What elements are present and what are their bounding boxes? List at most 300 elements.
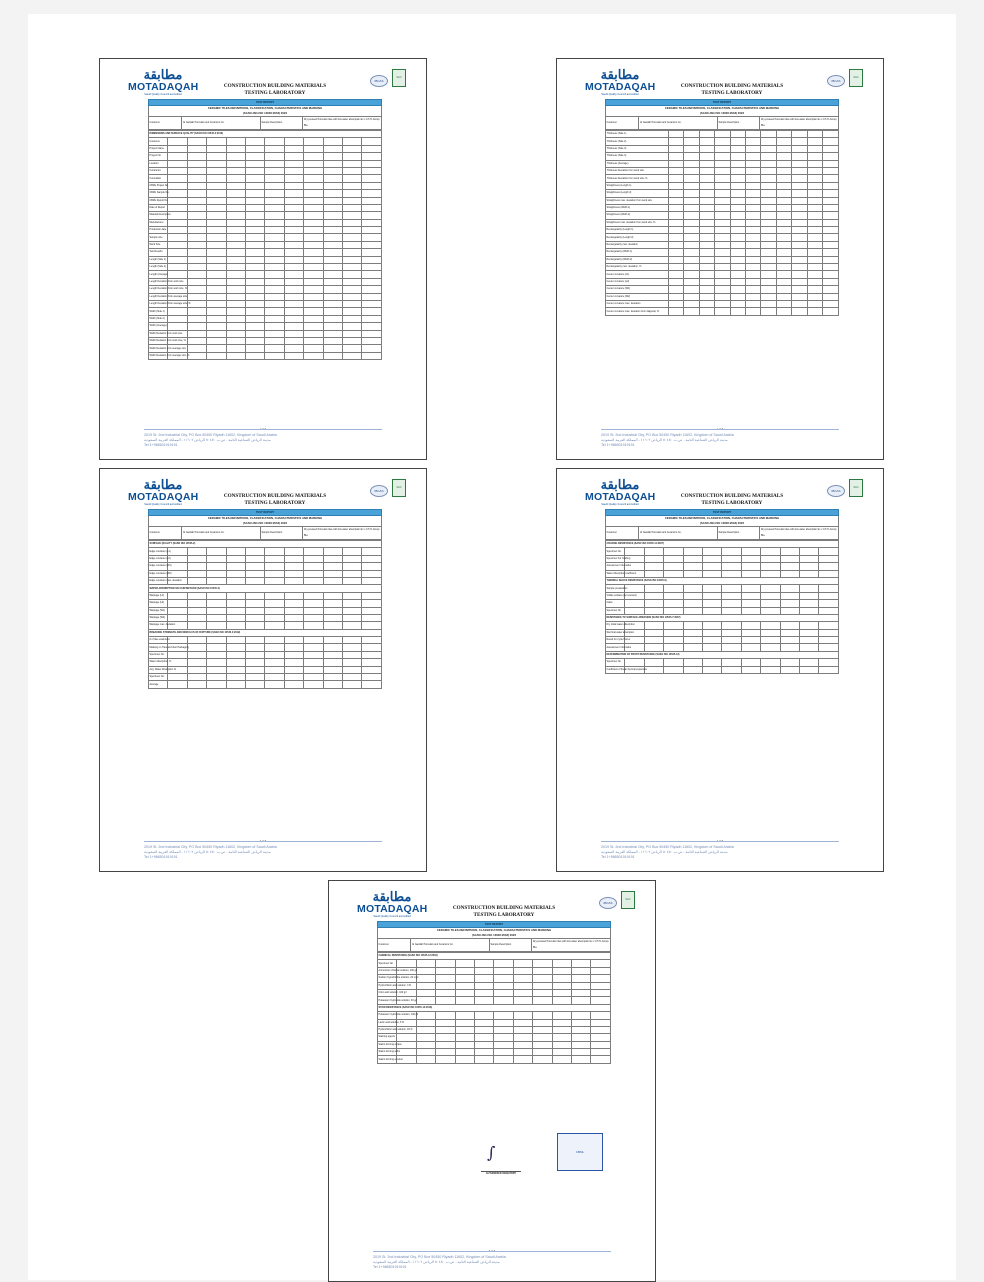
table-row [606, 659, 839, 666]
table-cell [265, 138, 284, 145]
table-cell [436, 997, 455, 1004]
report-page-3[interactable] [99, 468, 427, 872]
row-label: Width Deviation from work size [149, 330, 168, 337]
table-cell [703, 607, 722, 614]
row-label: Center curvature max. deviation [606, 300, 669, 307]
table-cell [475, 975, 494, 982]
table-row [606, 145, 839, 152]
document-viewer-canvas [28, 14, 956, 1280]
table-cell [644, 629, 663, 636]
table-cell [284, 278, 303, 285]
table-cell [715, 138, 730, 145]
table-cell [343, 330, 362, 337]
table-row [149, 666, 382, 673]
table-cell [819, 592, 839, 599]
table-cell [823, 241, 839, 248]
section-header [149, 131, 382, 138]
table-cell [776, 153, 791, 160]
table-cell [226, 563, 245, 570]
table-cell [304, 607, 323, 614]
row-label: Rectangularity (Length 2) [606, 234, 669, 241]
table-cell [746, 190, 761, 197]
row-label: Test Results [149, 249, 168, 256]
table-cell [703, 637, 722, 644]
table-cell [819, 607, 839, 614]
table-cell [265, 293, 284, 300]
table-row [606, 204, 839, 211]
report-page-1[interactable] [99, 58, 427, 460]
motadaqah-logo: مطابقة MOTADAQAH Saudi Quality Council accredited [357, 890, 428, 918]
table-cell [776, 278, 791, 285]
table-cell [284, 249, 303, 256]
row-label: Thickness (Side 1) [606, 131, 669, 138]
table-cell [722, 637, 741, 644]
table-cell [187, 308, 206, 315]
table-cell [513, 1056, 532, 1063]
table-cell [684, 138, 699, 145]
table-cell [668, 278, 683, 285]
table-cell [323, 352, 342, 359]
table-cell [343, 204, 362, 211]
table-cell [226, 160, 245, 167]
table-cell [819, 585, 839, 592]
table-cell [807, 219, 822, 226]
table-cell [226, 555, 245, 562]
table-cell [284, 607, 303, 614]
table-cell [776, 197, 791, 204]
table-cell [416, 1056, 435, 1063]
table-cell [455, 1012, 474, 1019]
table-cell [591, 1049, 611, 1056]
table-cell [475, 982, 494, 989]
table-cell [715, 153, 730, 160]
table-row [149, 153, 382, 160]
table-row [606, 293, 839, 300]
table-cell [265, 563, 284, 570]
table-cell [591, 989, 611, 996]
table-cell [323, 659, 342, 666]
table-cell [284, 315, 303, 322]
table-cell [703, 659, 722, 666]
table-cell [730, 234, 745, 241]
table-row [149, 577, 382, 584]
table-cell [475, 997, 494, 1004]
table-cell [207, 182, 226, 189]
table-cell [323, 227, 342, 234]
table-cell [246, 249, 265, 256]
table-cell [168, 614, 187, 621]
accreditation-badge: IBCAS [370, 75, 388, 87]
row-label: Rectangularity max. deviation, % [606, 264, 669, 271]
table-cell [246, 308, 265, 315]
table-cell [668, 234, 683, 241]
table-cell [699, 212, 714, 219]
table-cell [776, 271, 791, 278]
table-cell [475, 960, 494, 967]
table-cell [187, 345, 206, 352]
table-cell [323, 153, 342, 160]
table-cell [265, 182, 284, 189]
table-cell [246, 577, 265, 584]
table-cell [730, 271, 745, 278]
table-cell [265, 167, 284, 174]
table-cell [207, 651, 226, 658]
row-label: Thickness (Side 4) [606, 153, 669, 160]
table-cell [362, 190, 382, 197]
table-cell [513, 1026, 532, 1033]
table-cell [304, 674, 323, 681]
table-cell [323, 204, 342, 211]
table-cell [226, 256, 245, 263]
table-cell [494, 967, 513, 974]
table-cell [761, 555, 780, 562]
table-cell [362, 659, 382, 666]
table-cell [533, 1056, 552, 1063]
table-cell [792, 212, 807, 219]
table-cell [823, 264, 839, 271]
table-cell [362, 300, 382, 307]
table-cell [807, 197, 822, 204]
table-cell [304, 323, 323, 330]
section-header [149, 585, 382, 592]
table-cell [823, 256, 839, 263]
table-cell [343, 212, 362, 219]
table-cell [683, 629, 702, 636]
accreditation-badge: IBCAS [599, 897, 617, 909]
header-cell: Customer [149, 527, 182, 540]
table-row [149, 315, 382, 322]
table-cell [823, 308, 839, 315]
table-cell [715, 293, 730, 300]
table-cell [343, 286, 362, 293]
motadaqah-logo: مطابقة MOTADAQAH Saudi Quality Council accredited [128, 478, 199, 506]
row-label: Specimen No. [378, 960, 397, 967]
table-cell [187, 659, 206, 666]
row-label: Wet final water absorption [606, 629, 625, 636]
table-cell [664, 637, 683, 644]
table-cell [664, 659, 683, 666]
table-cell [362, 167, 382, 174]
table-cell [362, 219, 382, 226]
table-cell [475, 967, 494, 974]
table-cell [494, 1012, 513, 1019]
table-cell [226, 315, 245, 322]
table-cell [494, 1026, 513, 1033]
table-cell [761, 204, 776, 211]
table-row [149, 234, 382, 241]
table-row [149, 600, 382, 607]
table-cell [436, 1026, 455, 1033]
table-row [378, 997, 611, 1004]
table-cell [715, 264, 730, 271]
table-cell [226, 570, 245, 577]
table-cell [343, 278, 362, 285]
table-cell [343, 577, 362, 584]
table-cell [246, 323, 265, 330]
table-cell [343, 197, 362, 204]
section-header [606, 614, 839, 621]
table-cell [284, 644, 303, 651]
table-cell [741, 644, 760, 651]
table-cell [265, 614, 284, 621]
table-cell [494, 1034, 513, 1041]
table-cell [187, 190, 206, 197]
table-cell [323, 167, 342, 174]
table-cell [168, 264, 187, 271]
table-cell [323, 666, 342, 673]
row-label: Work Size [149, 241, 168, 248]
report-page-5[interactable] [328, 880, 656, 1282]
table-cell [343, 659, 362, 666]
table-cell [362, 278, 382, 285]
row-label: Warpage (L1) [149, 592, 168, 599]
table-cell [780, 644, 799, 651]
table-cell [730, 160, 745, 167]
table-cell [323, 315, 342, 322]
table-cell [572, 989, 591, 996]
row-label: Stains forming a film [378, 1049, 397, 1056]
row-label: Edge curvature max. deviation [149, 577, 168, 584]
table-cell [625, 607, 644, 614]
table-cell [187, 249, 206, 256]
table-cell [513, 1019, 532, 1026]
table-cell [187, 607, 206, 614]
row-label: Marking on Tiles and their Packaging [149, 644, 168, 651]
table-cell [668, 227, 683, 234]
table-row [149, 241, 382, 248]
report-page-4[interactable] [556, 468, 884, 872]
table-cell [323, 219, 342, 226]
table-cell [668, 182, 683, 189]
table-cell [265, 249, 284, 256]
table-cell [168, 175, 187, 182]
table-cell [207, 681, 226, 688]
report-header-table [148, 526, 382, 540]
row-label: Length (Side 1) [149, 256, 168, 263]
table-cell [284, 674, 303, 681]
table-cell [284, 637, 303, 644]
row-label: Coefficient of linear thermal expansion [606, 666, 625, 673]
table-cell [168, 607, 187, 614]
table-cell [746, 293, 761, 300]
table-cell [187, 241, 206, 248]
table-cell [168, 600, 187, 607]
table-cell [761, 197, 776, 204]
table-cell [792, 308, 807, 315]
table-cell [187, 337, 206, 344]
table-cell [800, 570, 819, 577]
table-cell [187, 330, 206, 337]
table-cell [625, 659, 644, 666]
table-cell [168, 308, 187, 315]
table-cell [362, 204, 382, 211]
table-cell [780, 592, 799, 599]
table-cell [780, 570, 799, 577]
row-label: Assessment / Remarks [606, 644, 625, 651]
table-cell [226, 300, 245, 307]
table-cell [792, 160, 807, 167]
table-cell [343, 256, 362, 263]
table-cell [730, 138, 745, 145]
table-cell [668, 241, 683, 248]
table-cell [187, 674, 206, 681]
table-cell [246, 145, 265, 152]
row-label: Warpage (W2) [149, 614, 168, 621]
table-cell [684, 300, 699, 307]
table-cell [699, 286, 714, 293]
table-cell [246, 138, 265, 145]
table-cell [823, 167, 839, 174]
table-cell [436, 1034, 455, 1041]
table-cell [591, 1012, 611, 1019]
table-row [378, 967, 611, 974]
row-label: CBML Project No. [149, 182, 168, 189]
table-cell [207, 555, 226, 562]
table-cell [792, 234, 807, 241]
table-cell [475, 1019, 494, 1026]
table-cell [699, 167, 714, 174]
table-cell [436, 982, 455, 989]
table-cell [591, 1056, 611, 1063]
table-cell [323, 264, 342, 271]
table-cell [455, 1049, 474, 1056]
table-cell [684, 204, 699, 211]
report-table [148, 540, 382, 689]
table-cell [207, 345, 226, 352]
table-cell [207, 145, 226, 152]
table-row [606, 585, 839, 592]
table-cell [207, 278, 226, 285]
report-header-table [148, 116, 382, 130]
table-cell [323, 555, 342, 562]
table-cell [776, 190, 791, 197]
table-cell [226, 167, 245, 174]
table-cell [684, 197, 699, 204]
table-cell [207, 637, 226, 644]
table-cell [362, 570, 382, 577]
table-cell [722, 659, 741, 666]
row-label: Ammonium chloride solution, 100 g/l [378, 967, 397, 974]
section-title: RESISTANCE TO SURFACE ABRASION (SASO ISO 10545-7:2007) [606, 614, 839, 621]
table-cell [644, 607, 663, 614]
table-cell [668, 131, 683, 138]
table-cell [265, 264, 284, 271]
section-header [606, 541, 839, 548]
table-row [149, 330, 382, 337]
table-cell [715, 271, 730, 278]
table-cell [761, 666, 780, 673]
table-cell [730, 256, 745, 263]
table-cell [323, 622, 342, 629]
table-row [149, 175, 382, 182]
table-row [606, 600, 839, 607]
table-row [378, 939, 611, 952]
table-cell [207, 614, 226, 621]
row-label: CBML Sample No. [149, 190, 168, 197]
table-cell [644, 592, 663, 599]
table-cell [730, 241, 745, 248]
table-cell [284, 300, 303, 307]
table-cell [776, 131, 791, 138]
table-cell [362, 345, 382, 352]
accreditation-badge: IBCAS [370, 485, 388, 497]
table-cell [246, 548, 265, 555]
table-cell [323, 577, 342, 584]
table-cell [284, 167, 303, 174]
table-cell [187, 681, 206, 688]
table-cell [475, 1026, 494, 1033]
table-cell [591, 967, 611, 974]
row-label: Center curvature (L2) [606, 278, 669, 285]
table-row [149, 286, 382, 293]
table-cell [362, 644, 382, 651]
table-cell [741, 622, 760, 629]
table-cell [807, 278, 822, 285]
table-cell [323, 308, 342, 315]
table-cell [265, 607, 284, 614]
table-cell [684, 131, 699, 138]
table-cell [819, 570, 839, 577]
table-cell [684, 153, 699, 160]
table-cell [304, 190, 323, 197]
table-cell [684, 212, 699, 219]
page-footer: 2019 St. 2nd Industrial City, PO Box 50450 Riyadh 11602, Kingdom of Saudi Arabia مدينة الرياض الصناعية الثانية - ص.ب ٥٠٤٥٠ الرياض ١١٦٠٢ - المملكة العربية السعودية Tel 1+966501919191 [601, 841, 839, 865]
header-cell: Dry-pressed Porcelain tiles with low water absorption Ev ≤ 0.5 % Group BIa [532, 939, 611, 952]
table-cell [703, 592, 722, 599]
table-row [149, 555, 382, 562]
table-cell [362, 212, 382, 219]
table-cell [823, 271, 839, 278]
table-cell [722, 585, 741, 592]
table-cell [304, 212, 323, 219]
table-cell [644, 570, 663, 577]
table-cell [819, 659, 839, 666]
table-cell [668, 219, 683, 226]
table-cell [730, 219, 745, 226]
row-label: Contractor [149, 167, 168, 174]
table-cell [168, 651, 187, 658]
table-cell [819, 548, 839, 555]
table-cell [792, 197, 807, 204]
report-standard: (SASO-ISO-ISO 13006:2018) 2022 [148, 111, 382, 116]
table-cell [683, 555, 702, 562]
table-cell [362, 637, 382, 644]
table-cell [699, 271, 714, 278]
table-cell [699, 138, 714, 145]
table-cell [533, 989, 552, 996]
table-cell [226, 197, 245, 204]
table-cell [284, 330, 303, 337]
table-cell [746, 227, 761, 234]
table-cell [226, 234, 245, 241]
table-cell [304, 337, 323, 344]
table-cell [362, 337, 382, 344]
table-cell [455, 960, 474, 967]
table-cell [683, 592, 702, 599]
report-page-2[interactable] [556, 58, 884, 460]
table-row [149, 337, 382, 344]
table-cell [722, 570, 741, 577]
table-cell [683, 666, 702, 673]
table-cell [684, 190, 699, 197]
row-label: Specimen For Crazing [606, 555, 625, 562]
table-cell [699, 249, 714, 256]
row-label: Specimen No. [606, 607, 625, 614]
table-cell [187, 293, 206, 300]
table-row [149, 592, 382, 599]
table-cell [362, 175, 382, 182]
row-label: Date of Report [149, 204, 168, 211]
